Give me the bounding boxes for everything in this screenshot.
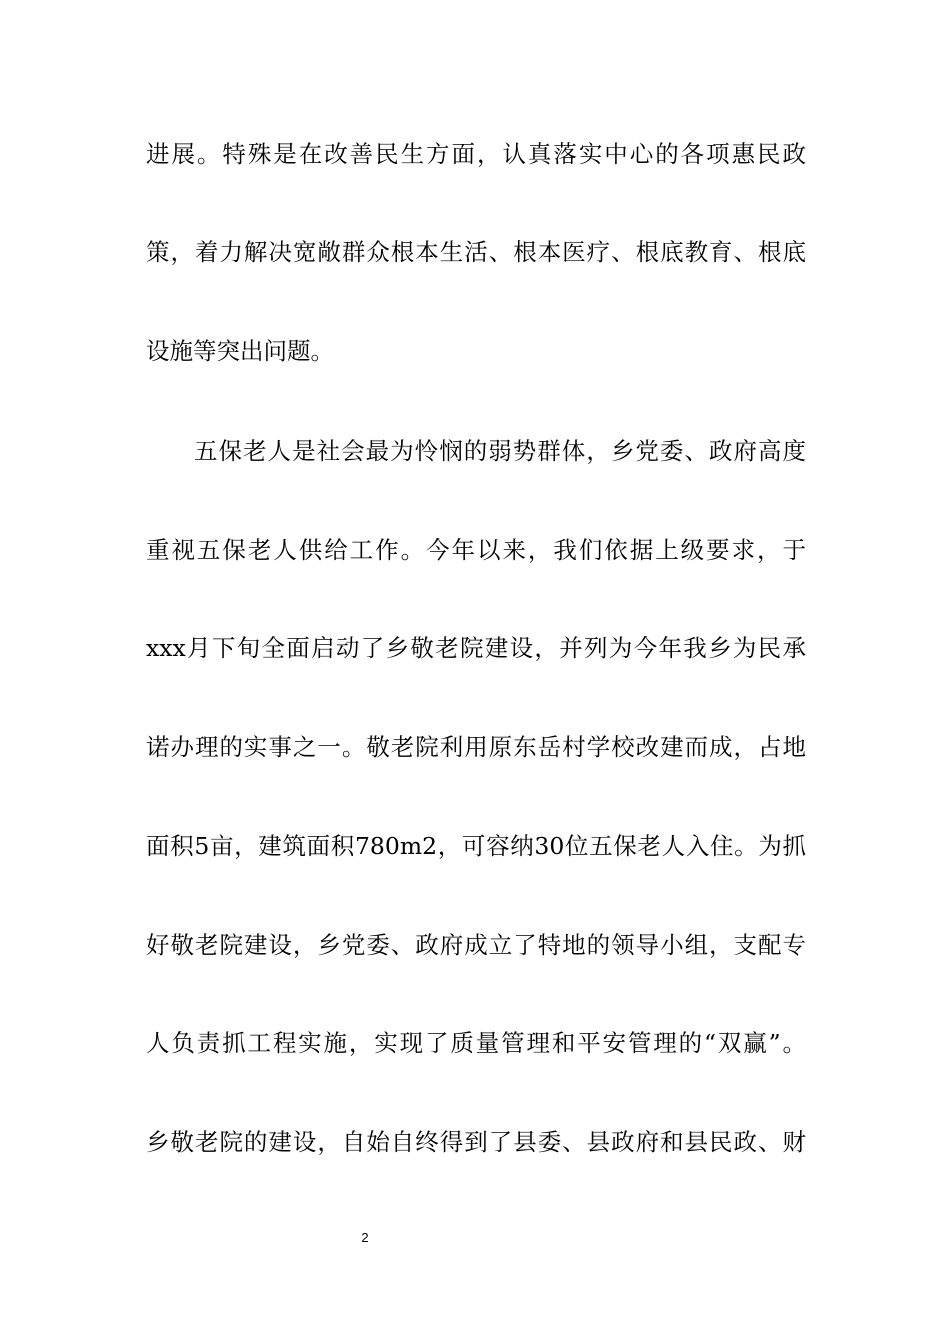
text-line: 面积5亩，建筑面积780m2，可容纳30位五保老人入住。为抓 (146, 832, 806, 860)
text-line: 重视五保老人供给工作。今年以来，我们依据上级要求，于 (146, 536, 806, 564)
text-line: 五保老人是社会最为怜悯的弱势群体，乡党委、政府高度 (194, 437, 806, 465)
text-line: 诺办理的实事之一。敬老院利用原东岳村学校改建而成，占地 (146, 733, 806, 761)
text-line: 进展。特殊是在改善民生方面，认真落实中心的各项惠民政 (146, 140, 806, 168)
text-line: 策，着力解决宽敞群众根本生活、根本医疗、根底教育、根底 (146, 238, 806, 266)
text-line: xxx月下旬全面启动了乡敬老院建设，并列为今年我乡为民承 (146, 634, 806, 662)
text-line: 好敬老院建设，乡党委、政府成立了特地的领导小组，支配专 (146, 931, 806, 959)
text-line: 人负责抓工程实施，实现了质量管理和平安管理的“双赢”。 (146, 1029, 806, 1057)
text-line: 乡敬老院的建设，自始自终得到了县委、县政府和县民政、财 (146, 1128, 806, 1156)
page-number: 2 (361, 1230, 369, 1245)
text-line: 设施等突出问题。 (146, 337, 334, 365)
